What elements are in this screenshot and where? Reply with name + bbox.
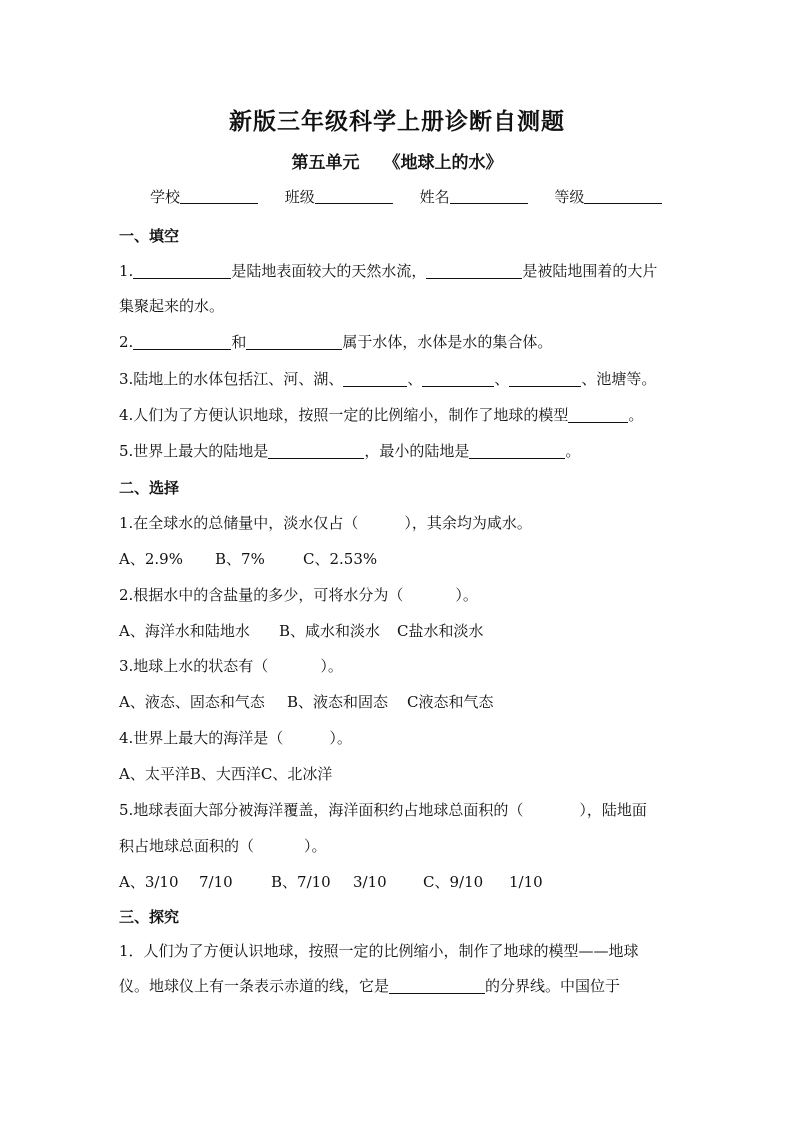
separator: 、 bbox=[407, 370, 423, 388]
question-text: 积占地球总面积的（ bbox=[119, 837, 255, 855]
fill-q2 bbox=[119, 331, 552, 352]
option-c[interactable]: C盐水和淡水 bbox=[397, 622, 484, 640]
option-b[interactable]: B、咸水和淡水 bbox=[279, 622, 381, 640]
fill-q1-line2: 集聚起来的水。 bbox=[119, 297, 225, 315]
page-title: 新版三年级科学上册诊断自测题 bbox=[229, 108, 565, 135]
choice-q1-options bbox=[119, 548, 377, 569]
question-text: 属于水体，水体是水的集合体。 bbox=[342, 333, 553, 351]
option-a[interactable]: A、3/10 bbox=[119, 873, 179, 891]
choice-q5-options bbox=[119, 871, 543, 892]
answer-blank[interactable] bbox=[469, 444, 565, 459]
answer-blank[interactable] bbox=[422, 372, 494, 387]
student-info-row bbox=[150, 186, 684, 207]
fill-q4 bbox=[119, 404, 643, 425]
question-text: 2.根据水中的含盐量的多少，可将水分为（ bbox=[119, 586, 404, 604]
question-text: 、池塘等。 bbox=[581, 370, 657, 388]
question-text: 4.世界上最大的海洋是（ bbox=[119, 729, 284, 747]
name-field[interactable] bbox=[420, 186, 528, 207]
choice-q4-options bbox=[119, 763, 332, 784]
question-text: 5.地球表面大部分被海洋覆盖，海洋面积约占地球总面积的（ bbox=[119, 801, 524, 819]
choice-q4 bbox=[119, 727, 352, 748]
name-label: 姓名 bbox=[419, 188, 450, 206]
question-text: 和 bbox=[231, 333, 247, 351]
option-b[interactable]: B、液态和固态 bbox=[287, 693, 389, 711]
option-c[interactable]: C液态和气态 bbox=[407, 693, 494, 711]
answer-blank[interactable] bbox=[389, 979, 485, 994]
question-text: 是被陆地围着的大片 bbox=[522, 262, 658, 280]
option-a[interactable]: A、2.9% bbox=[119, 550, 183, 568]
class-label: 班级 bbox=[284, 188, 315, 206]
answer-blank[interactable] bbox=[568, 408, 628, 423]
choice-q3-options bbox=[119, 691, 493, 712]
option-c-value: 1/10 bbox=[509, 873, 543, 891]
question-text: ）。 bbox=[304, 837, 327, 855]
question-text: ，最小的陆地是 bbox=[364, 442, 470, 460]
option-c[interactable]: C、9/10 bbox=[423, 873, 484, 891]
option-b[interactable]: B、7/10 bbox=[271, 873, 331, 891]
answer-blank[interactable] bbox=[343, 372, 407, 387]
option-b[interactable]: B、7% bbox=[215, 550, 265, 568]
school-field[interactable] bbox=[150, 186, 258, 207]
answer-blank[interactable] bbox=[509, 372, 581, 387]
question-text: 5.世界上最大的陆地是 bbox=[119, 442, 269, 460]
choice-q2 bbox=[119, 584, 478, 605]
question-text: ）。 bbox=[320, 657, 343, 675]
explore-q1-line2 bbox=[119, 975, 620, 996]
answer-blank[interactable] bbox=[133, 264, 231, 279]
answer-blank[interactable] bbox=[426, 264, 522, 279]
question-text: 是陆地表面较大的天然水流， bbox=[231, 262, 427, 280]
unit-name: 《地球上的水》 bbox=[383, 153, 503, 173]
question-text: ）。 bbox=[329, 729, 352, 747]
unit-subtitle bbox=[0, 148, 794, 173]
grade-blank[interactable] bbox=[584, 189, 662, 204]
name-blank[interactable] bbox=[450, 189, 528, 204]
fill-q5 bbox=[119, 440, 580, 461]
unit-number: 第五单元 bbox=[291, 153, 360, 173]
choice-q3 bbox=[119, 655, 343, 676]
question-text: ）。 bbox=[455, 586, 478, 604]
option-a[interactable]: A、太平洋 bbox=[119, 765, 190, 783]
q-number: 1. bbox=[119, 262, 134, 280]
class-field[interactable] bbox=[285, 186, 393, 207]
question-text: 3.陆地上的水体包括江、河、湖、 bbox=[119, 370, 344, 388]
option-b-value: 3/10 bbox=[353, 873, 387, 891]
fill-q1-line1 bbox=[119, 260, 657, 281]
grade-field[interactable] bbox=[554, 186, 662, 207]
school-blank[interactable] bbox=[180, 189, 258, 204]
q-number: 2. bbox=[119, 333, 134, 351]
question-text: 的分界线。中国位于 bbox=[485, 977, 621, 995]
question-text: 。 bbox=[628, 406, 644, 424]
explore-q1-line1: 1．人们为了方便认识地球，按照一定的比例缩小，制作了地球的模型——地球 bbox=[119, 942, 639, 960]
answer-blank[interactable] bbox=[246, 335, 342, 350]
option-a[interactable]: A、海洋水和陆地水 bbox=[119, 622, 250, 640]
answer-blank[interactable] bbox=[133, 335, 231, 350]
choice-q5-line2 bbox=[119, 835, 327, 856]
section-fill-heading: 一、填空 bbox=[119, 227, 180, 245]
option-c[interactable]: C、2.53% bbox=[303, 550, 378, 568]
question-text: 4.人们为了方便认识地球，按照一定的比例缩小，制作了地球的模型 bbox=[119, 406, 569, 424]
option-a-value: 7/10 bbox=[199, 873, 233, 891]
fill-q3 bbox=[119, 368, 656, 389]
school-label: 学校 bbox=[150, 188, 181, 206]
grade-label: 等级 bbox=[554, 188, 585, 206]
question-text: ），其余均为咸水。 bbox=[404, 514, 532, 532]
section-explore-heading: 三、探究 bbox=[119, 908, 180, 926]
question-text: 1.在全球水的总储量中，淡水仅占（ bbox=[119, 514, 359, 532]
separator: 、 bbox=[494, 370, 510, 388]
choice-q2-options bbox=[119, 620, 483, 641]
question-text: ），陆地面 bbox=[579, 801, 647, 819]
question-text: 3.地球上水的状态有（ bbox=[119, 657, 269, 675]
choice-q5-line1 bbox=[119, 799, 647, 820]
question-text: 仪。地球仪上有一条表示赤道的线，它是 bbox=[119, 977, 390, 995]
option-b[interactable]: B、大西洋 bbox=[189, 765, 261, 783]
section-choice-heading: 二、选择 bbox=[119, 479, 180, 497]
question-text: 。 bbox=[565, 442, 581, 460]
option-a[interactable]: A、液态、固态和气态 bbox=[119, 693, 265, 711]
answer-blank[interactable] bbox=[268, 444, 364, 459]
option-c[interactable]: C、北冰洋 bbox=[260, 765, 333, 783]
choice-q1 bbox=[119, 512, 532, 533]
class-blank[interactable] bbox=[315, 189, 393, 204]
